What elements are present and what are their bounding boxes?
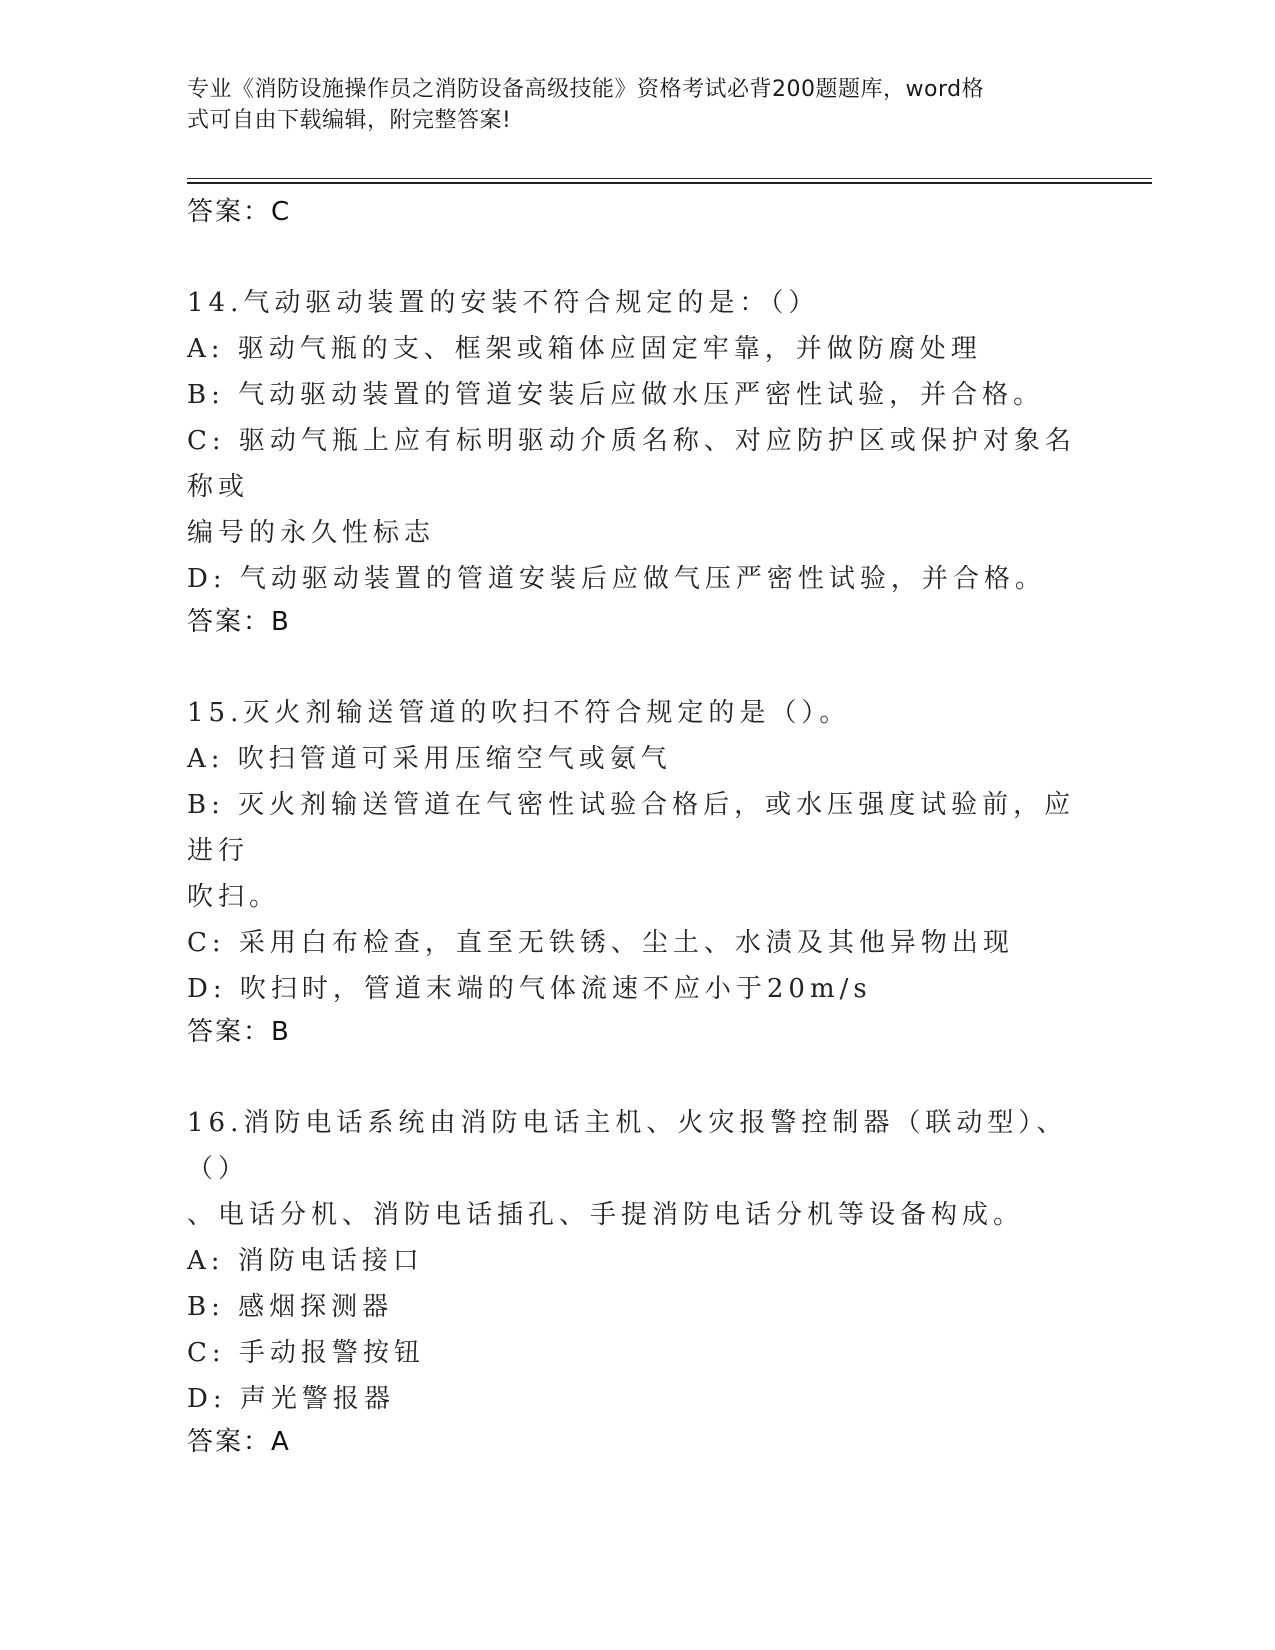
document-header	[187, 74, 1067, 136]
header-divider-top	[187, 178, 1152, 179]
question-14	[187, 280, 1087, 642]
option-d: D: 吹扫时，管道末端的气体流速不应小于20m/s	[187, 974, 872, 1004]
answer: 答案：A	[187, 1427, 291, 1457]
option-a: A: 驱动气瓶的支、框架或箱体应固定牢靠，并做防腐处理	[187, 334, 982, 364]
document-body	[187, 190, 1087, 1462]
answer: 答案：B	[187, 607, 291, 637]
option-b: B: 灭火剂输送管道在气密性试验合格后，或水压强度试验前，应进行	[187, 790, 1076, 866]
option-c: C: 手动报警按钮	[187, 1338, 425, 1368]
question-stem: 14.气动驱动装置的安装不符合规定的是：（）	[187, 288, 820, 318]
option-a: A: 吹扫管道可采用压缩空气或氨气	[187, 744, 672, 774]
question-15	[187, 690, 1087, 1052]
header-line-2: 式可自由下载编辑，附完整答案!	[187, 108, 512, 133]
option-d: D: 气动驱动装置的管道安装后应做气压严密性试验，并合格。	[187, 564, 1046, 594]
question-stem: 16.消防电话系统由消防电话主机、火灾报警控制器（联动型）、（）	[187, 1108, 1068, 1184]
header-line-1: 专业《消防设施操作员之消防设备高级技能》资格考试必背200题题库，word格	[187, 77, 985, 102]
option-b: B: 气动驱动装置的管道安装后应做水压严密性试验，并合格。	[187, 380, 1045, 410]
answer: 答案：B	[187, 1017, 291, 1047]
option-b: B: 感烟探测器	[187, 1292, 394, 1322]
option-c: C: 采用白布检查，直至无铁锈、尘土、水渍及其他异物出现	[187, 928, 1014, 958]
question-stem: 15.灭火剂输送管道的吹扫不符合规定的是（）。	[187, 698, 851, 728]
option-c: C: 驱动气瓶上应有标明驱动介质名称、对应防护区或保护对象名称或	[187, 426, 1076, 502]
option-c-continued: 编号的永久性标志	[187, 518, 436, 548]
question-16	[187, 1100, 1087, 1462]
option-a: A: 消防电话接口	[187, 1246, 424, 1276]
question-stem-continued: 、电话分机、消防电话插孔、手提消防电话分机等设备构成。	[187, 1200, 1025, 1230]
header-divider-bottom	[187, 182, 1152, 184]
option-d: D: 声光警报器	[187, 1384, 395, 1414]
option-b-continued: 吹扫。	[187, 882, 281, 912]
previous-answer: 答案：C	[187, 197, 292, 227]
